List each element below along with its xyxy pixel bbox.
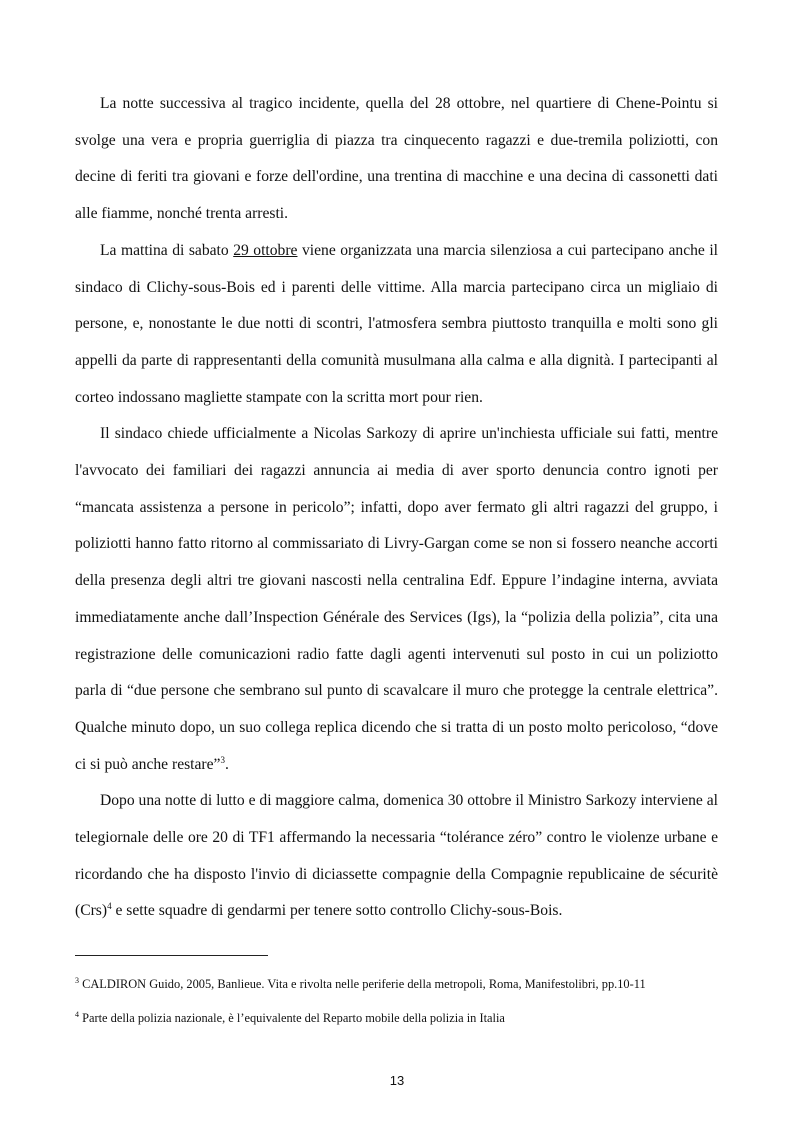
paragraph-3-text-end: . bbox=[224, 755, 229, 773]
footnote-3 bbox=[75, 976, 718, 992]
paragraph-2-text-end: viene organizzata una marcia silenziosa a cui partecipano anche il sindaco di Clichy-sous-Bois ed i parenti delle vittime. Alla marcia partecipano circa un migliaio di persone, e, nonostante le due notti di scontri, l'atmosfera sembra piuttosto tranquilla e molti sono gli appelli da parte di rappresentanti della comunità musulmana alla calma e alla dignità. I partecipanti al corteo indossano magliette stampate con la scritta mort pour rien. bbox=[75, 241, 719, 406]
paragraph-3 bbox=[75, 416, 718, 783]
footnote-number: 4 bbox=[75, 1010, 79, 1019]
footnotes bbox=[75, 976, 718, 1044]
paragraph-2-text-start: La mattina di sabato bbox=[100, 241, 234, 259]
footnote-separator bbox=[75, 955, 268, 956]
paragraph-3-text: Il sindaco chiede ufficialmente a Nicolas Sarkozy di aprire un'inchiesta ufficiale sui fatti, mentre l'avvocato dei familiari dei ragazzi annuncia ai media di aver sporto denuncia contro ignoti per “mancata assistenza a persone in pericolo”; infatti, dopo aver fermato gli altri ragazzi del gruppo, i poliziotti hanno fatto ritorno al commissariato di Livry-Gargan come se non si fossero neanche accorti della presenza degli altri tre giovani nascosti nella centralina Edf. Eppure l’indagine interna, avviata immediatamente anche dall’Inspection Générale des Services (Igs), la “polizia della polizia”, cita una registrazione delle comunicazioni radio fatte dagli agenti intervenuti sul posto in cui un poliziotto parla di “due persone che sembrano sul punto di scavalcare il muro che protegge la centrale elettrica”. Qualche minuto dopo, un suo collega replica dicendo che si tratta di un posto molto pericoloso, “dove ci si può anche restare” bbox=[75, 425, 718, 773]
page-number: 13 bbox=[389, 1073, 405, 1088]
document-body bbox=[75, 86, 718, 930]
paragraph-4-text-end: e sette squadre di gendarmi per tenere sotto controllo Clichy-sous-Bois. bbox=[111, 902, 563, 920]
footnote-text: CALDIRON Guido, 2005, Banlieue. Vita e rivolta nelle periferie della metropoli, Roma, Manifestolibri, pp.10-11 bbox=[79, 977, 646, 991]
footnote-4 bbox=[75, 1010, 718, 1026]
paragraph-4-text: Dopo una notte di lutto e di maggiore calma, domenica 30 ottobre il Ministro Sarkozy interviene al telegiornale delle ore 20 di TF1 affermando la necessaria “tolérance zéro” contro le violenze urbane e ricordando che ha disposto l'invio di diciassette compagnie della Compagnie republicaine de sécuritè (Crs) bbox=[75, 792, 718, 920]
footnote-text: Parte della polizia nazionale, è l’equivalente del Reparto mobile della polizia in Italia bbox=[79, 1011, 505, 1025]
paragraph-2 bbox=[75, 233, 718, 417]
paragraph-1-text: La notte successiva al tragico incidente, quella del 28 ottobre, nel quartiere di Chene-Pointu si svolge una vera e propria guerriglia di piazza tra cinquecento ragazzi e due-tremila poliziotti, con decine di feriti tra giovani e forze dell'ordine, una trentina di macchine e una decina di cassonetti dati alle fiamme, nonché trenta arresti. bbox=[75, 95, 718, 223]
footnote-number: 3 bbox=[75, 976, 79, 985]
paragraph-1 bbox=[75, 86, 718, 233]
footnote-ref-3[interactable]: 3 bbox=[220, 754, 225, 765]
footnote-ref-4[interactable]: 4 bbox=[107, 901, 112, 912]
paragraph-4 bbox=[75, 783, 718, 930]
date-link[interactable]: 29 ottobre bbox=[233, 241, 298, 259]
